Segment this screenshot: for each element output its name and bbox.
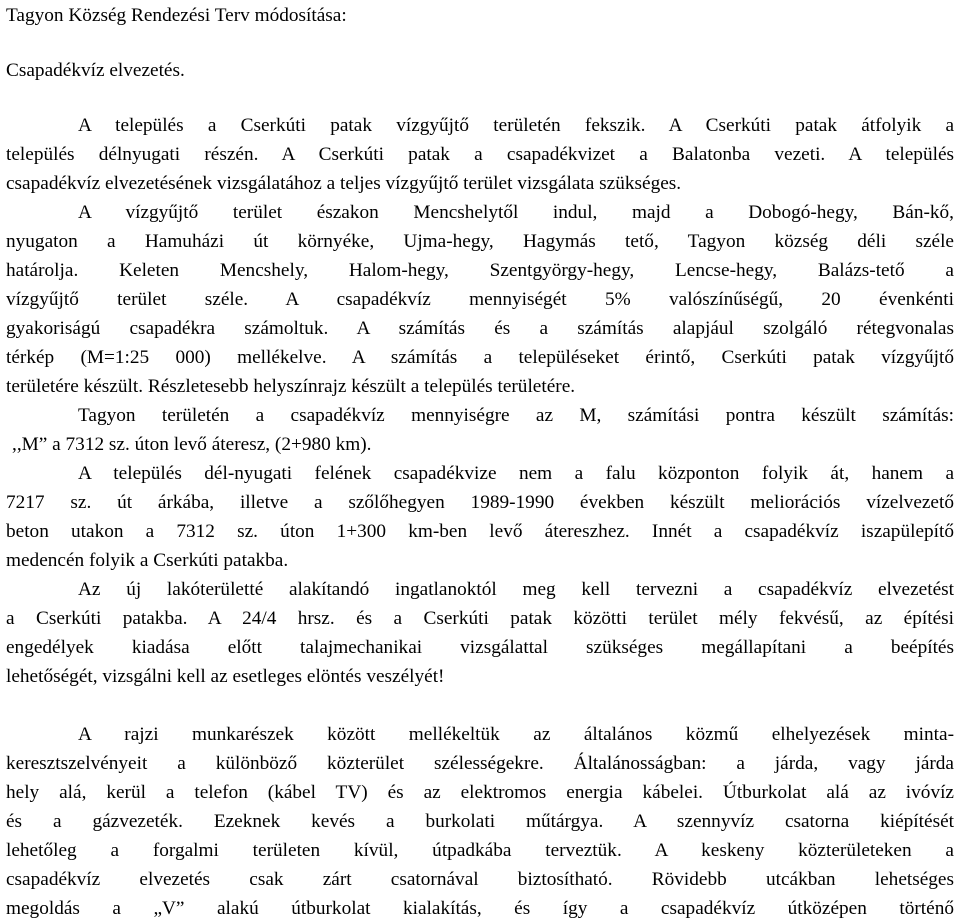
text-line: térkép (M=1:25 000) mellékelve. A számítás a településeket érintő, Cserkúti patak vízgyűjtő: [6, 347, 954, 368]
text-line: nyugaton a Hamuházi út környéke, Ujma-hegy, Hagymás tető, Tagyon község déli széle: [6, 231, 954, 252]
text-line: gyakoriságú csapadékra számoltuk. A számítás és a számítás alapjául szolgáló rétegvonalas: [6, 318, 954, 339]
text-line: vízgyűjtő terület széle. A csapadékvíz mennyiségét 5% valószínűségű, 20 évenkénti: [6, 289, 954, 310]
text-line: csapadékvíz elvezetés csak zárt csatornával biztosítható. Rövidebb utcákban lehetséges: [6, 869, 954, 890]
paragraph-southwest: [6, 459, 954, 575]
text-line: település délnyugati részén. A Cserkúti patak a csapadékvizet a Balatonba vezeti. A település: [6, 144, 954, 165]
paragraph-new-residential: [6, 575, 954, 691]
text-line: csapadékvíz elvezetésének vizsgálatához a teljes vízgyűjtő terület vizsgálata szükséges.: [6, 173, 682, 194]
text-line: A vízgyűjtő terület északon Mencshelytől indul, majd a Dobogó-hegy, Bán-kő,: [78, 202, 954, 223]
text-line: Tagyon területén a csapadékvíz mennyiségre az M, számítási pontra készült számítás:: [78, 405, 954, 426]
document-page: [6, 0, 954, 923]
text-line: A település dél-nyugati felének csapadékvize nem a falu központon folyik át, hanem a: [78, 463, 954, 484]
paragraph-gap: [6, 691, 954, 720]
text-line: megoldás a „V” alakú útburkolat kialakítás, és így a csapadékvíz útközépen történő: [6, 898, 954, 919]
paragraph-utilities: [6, 720, 954, 923]
section-heading: Csapadékvíz elvezetés.: [6, 60, 185, 81]
paragraph-calculation: [6, 401, 954, 459]
text-line: és a gázvezeték. Ezeknek kevés a burkolati műtárgya. A szennyvíz csatorna kiépítését: [6, 811, 954, 832]
text-line: A település a Cserkúti patak vízgyűjtő területén fekszik. A Cserkúti patak átfolyik a: [78, 115, 954, 136]
text-line: medencén folyik a Cserkúti patakba.: [6, 550, 289, 571]
text-line: beton utakon a 7312 sz. úton 1+300 km-ben levő átereszhez. Innét a csapadékvíz iszapülepítő: [6, 521, 954, 542]
text-line: Az új lakóterületté alakítandó ingatlanoktól meg kell tervezni a csapadékvíz elvezetést: [78, 579, 954, 600]
document-title: Tagyon Község Rendezési Terv módosítása:: [6, 5, 347, 26]
paragraph-catchment: [6, 111, 954, 401]
text-line: ,,M” a 7312 sz. úton levő áteresz, (2+980 km).: [12, 434, 372, 455]
text-line: határolja. Keleten Mencshely, Halom-hegy, Szentgyörgy-hegy, Lencse-hegy, Balázs-tető a: [6, 260, 954, 281]
text-line: hely alá, kerül a telefon (kábel TV) és az elektromos energia kábelei. Útburkolat alá az ivóvíz: [6, 782, 954, 803]
text-line: 7217 sz. út árkába, illetve a szőlőhegyen 1989-1990 években készült meliorációs vízelvezető: [6, 492, 954, 513]
text-line: területére készült. Részletesebb helyszínrajz készült a település területére.: [6, 376, 576, 397]
text-line: lehetőleg a forgalmi területen kívül, útpadkába terveztük. A keskeny közterületeken a: [6, 840, 954, 861]
text-line: a Cserkúti patakba. A 24/4 hrsz. és a Cserkúti patak közötti terület mély fekvésű, az építési: [6, 608, 954, 629]
text-line: engedélyek kiadása előtt talajmechanikai vizsgálattal szükséges megállapítani a beépítés: [6, 637, 954, 658]
text-line: keresztszelvényeit a különböző közterület szélességekre. Általánosságban: a járda, vagy járda: [6, 753, 954, 774]
text-line: A rajzi munkarészek között mellékeltük az általános közmű elhelyezések minta-: [78, 724, 954, 745]
text-line: lehetőségét, vizsgálni kell az esetleges elöntés veszélyét!: [6, 666, 445, 687]
